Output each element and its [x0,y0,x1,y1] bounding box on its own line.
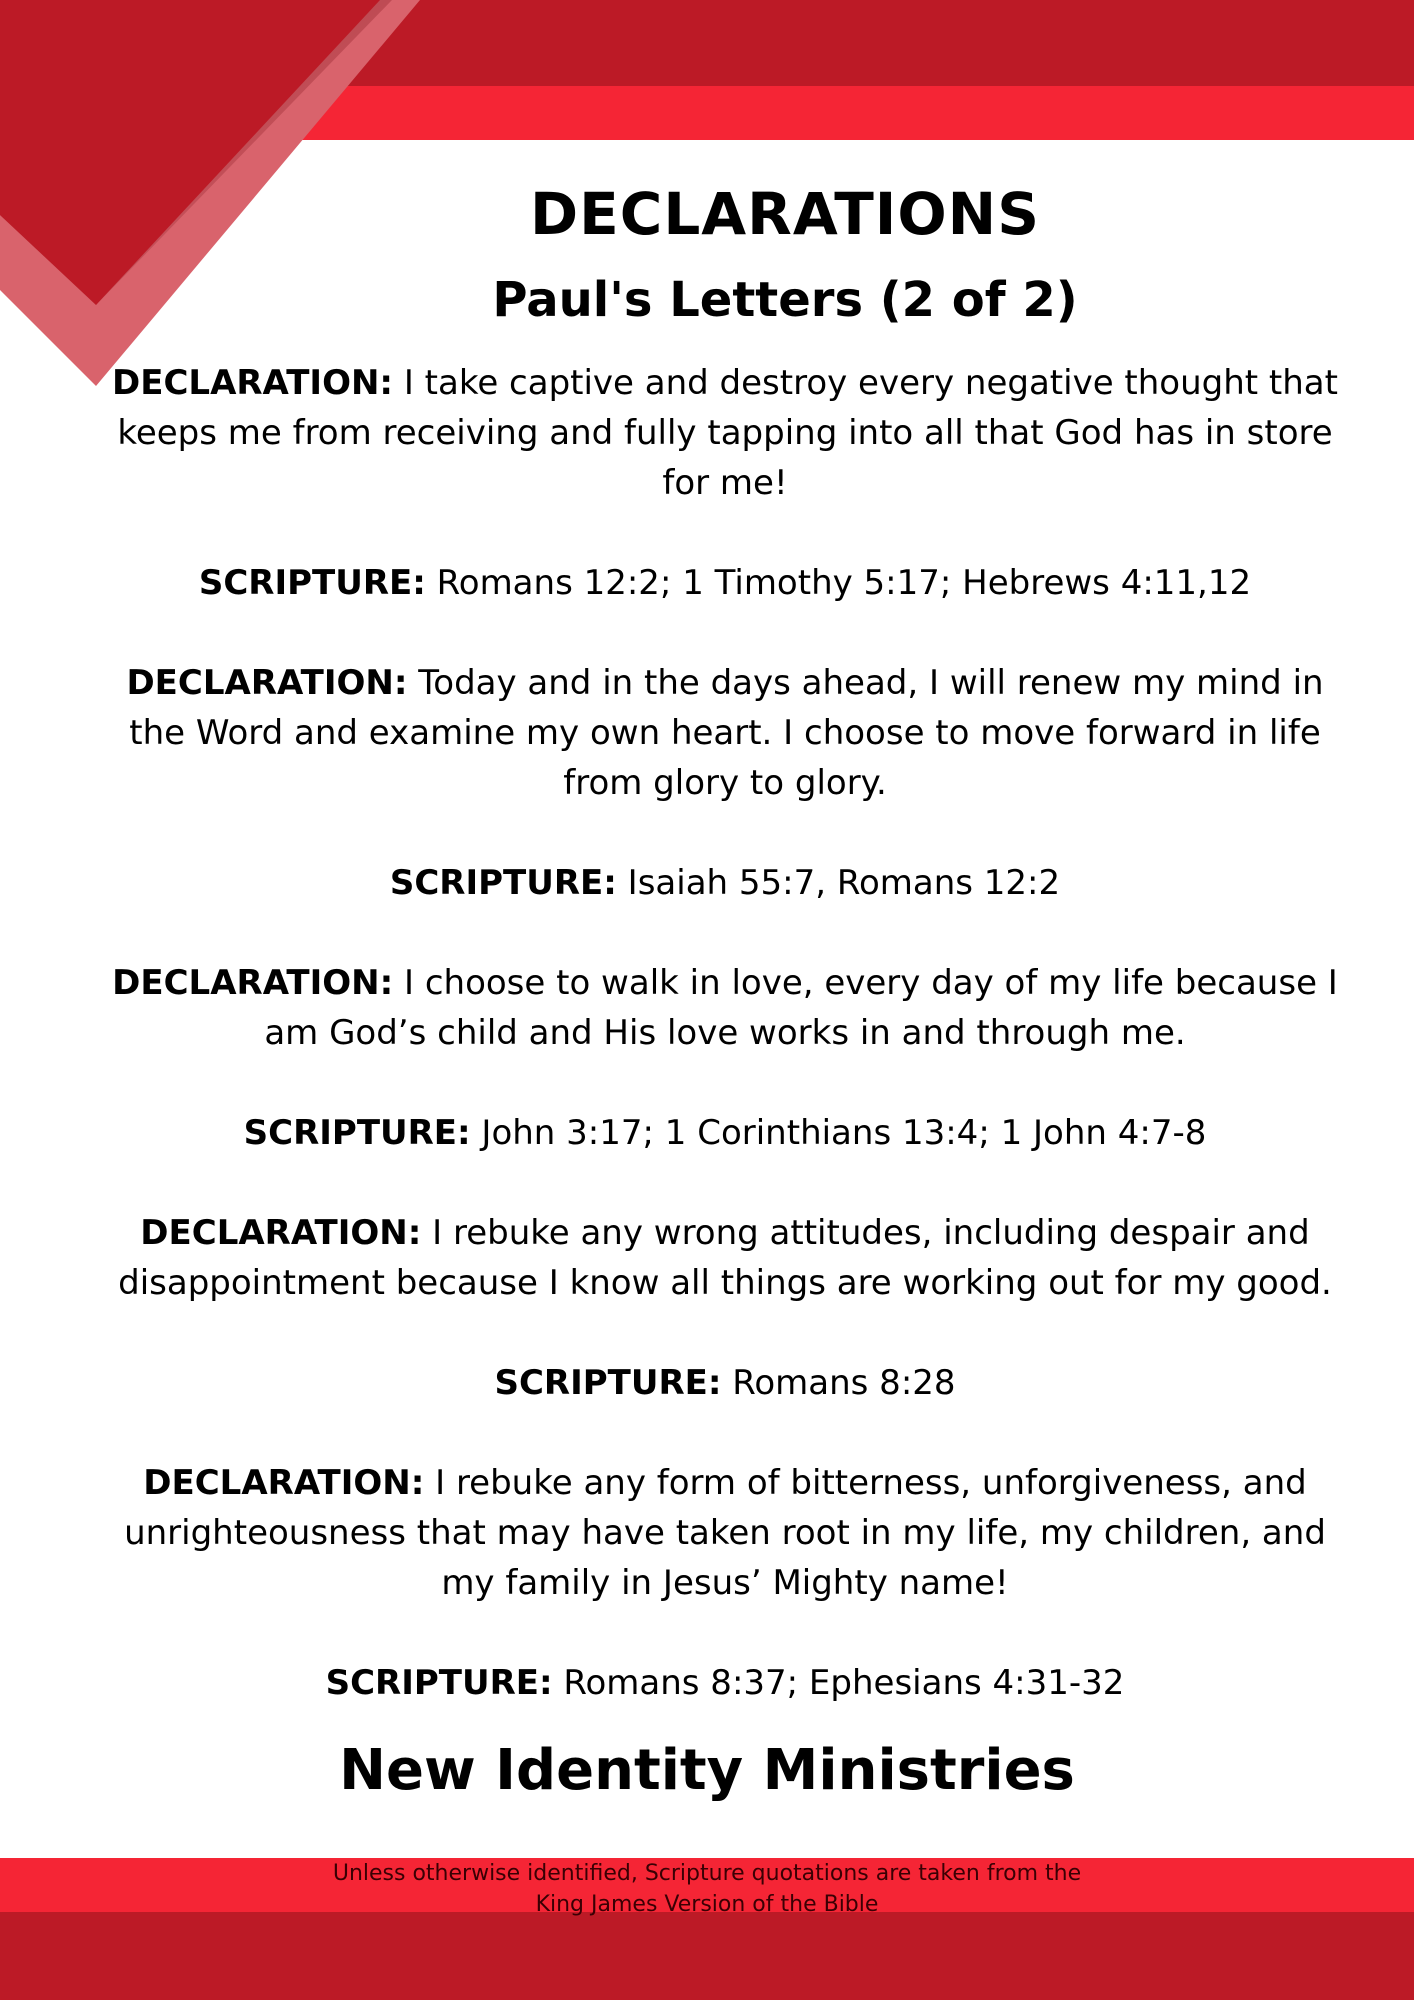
declaration-label: DECLARATION: [126,663,408,703]
bottom-dark-band [0,1912,1414,2000]
declaration-label: DECLARATION: [143,1463,425,1503]
scripture-text: John 3:17; 1 Corinthians 13:4; 1 John 4:7-8 [470,1113,1207,1153]
declaration-paragraph [110,1458,1340,1608]
declarations-list [110,358,1340,1758]
scripture-paragraph [110,1358,1340,1408]
declaration-paragraph [110,958,1340,1058]
scripture-label: SCRIPTURE: [198,563,426,603]
declaration-text: Today and in the days ahead, I will renew my mind in the Word and examine my own heart. I choose to move forward in life from glory to glory. [129,663,1324,803]
declaration-paragraph [110,358,1340,508]
page-subtitle: Paul's Letters (2 of 2) [492,272,1078,328]
note-line-2: King James Version of the Bible [535,1892,879,1917]
note-line-1: Unless otherwise identified, Scripture quotations are taken from the [332,1861,1082,1886]
scripture-text: Romans 12:2; 1 Timothy 5:17; Hebrews 4:11,12 [425,563,1252,603]
declaration-text: I rebuke any form of bitterness, unforgiveness, and unrighteousness that may have taken root in my life, my children, and my family in Jesus’ Mighty name! [124,1463,1326,1603]
scripture-text: Romans 8:28 [721,1363,956,1403]
declaration-label: DECLARATION: [112,363,394,403]
scripture-label: SCRIPTURE: [389,863,617,903]
scripture-source-note [0,1858,1414,1920]
organization-name: New Identity Ministries [339,1738,1075,1803]
scripture-label: SCRIPTURE: [325,1663,553,1703]
scripture-text: Isaiah 55:7, Romans 12:2 [616,863,1061,903]
scripture-paragraph [110,858,1340,908]
scripture-text: Romans 8:37; Ephesians 4:31-32 [552,1663,1125,1703]
declaration-text: I rebuke any wrong attitudes, including despair and disappointment because I know all things are working out for my good. [118,1213,1332,1303]
page-title: DECLARATIONS [530,180,1040,248]
declaration-text: I choose to walk in love, every day of my life because I am God’s child and His love works in and through me. [264,963,1338,1053]
declaration-paragraph [110,1208,1340,1308]
declaration-paragraph [110,658,1340,808]
scripture-label: SCRIPTURE: [243,1113,471,1153]
scripture-label: SCRIPTURE: [494,1363,722,1403]
declaration-label: DECLARATION: [112,963,394,1003]
scripture-paragraph [110,558,1340,608]
scripture-paragraph [110,1658,1340,1708]
declaration-text: I take captive and destroy every negative thought that keeps me from receiving and fully tapping into all that God has in store for me! [117,363,1338,503]
scripture-paragraph [110,1108,1340,1158]
declaration-label: DECLARATION: [140,1213,422,1253]
